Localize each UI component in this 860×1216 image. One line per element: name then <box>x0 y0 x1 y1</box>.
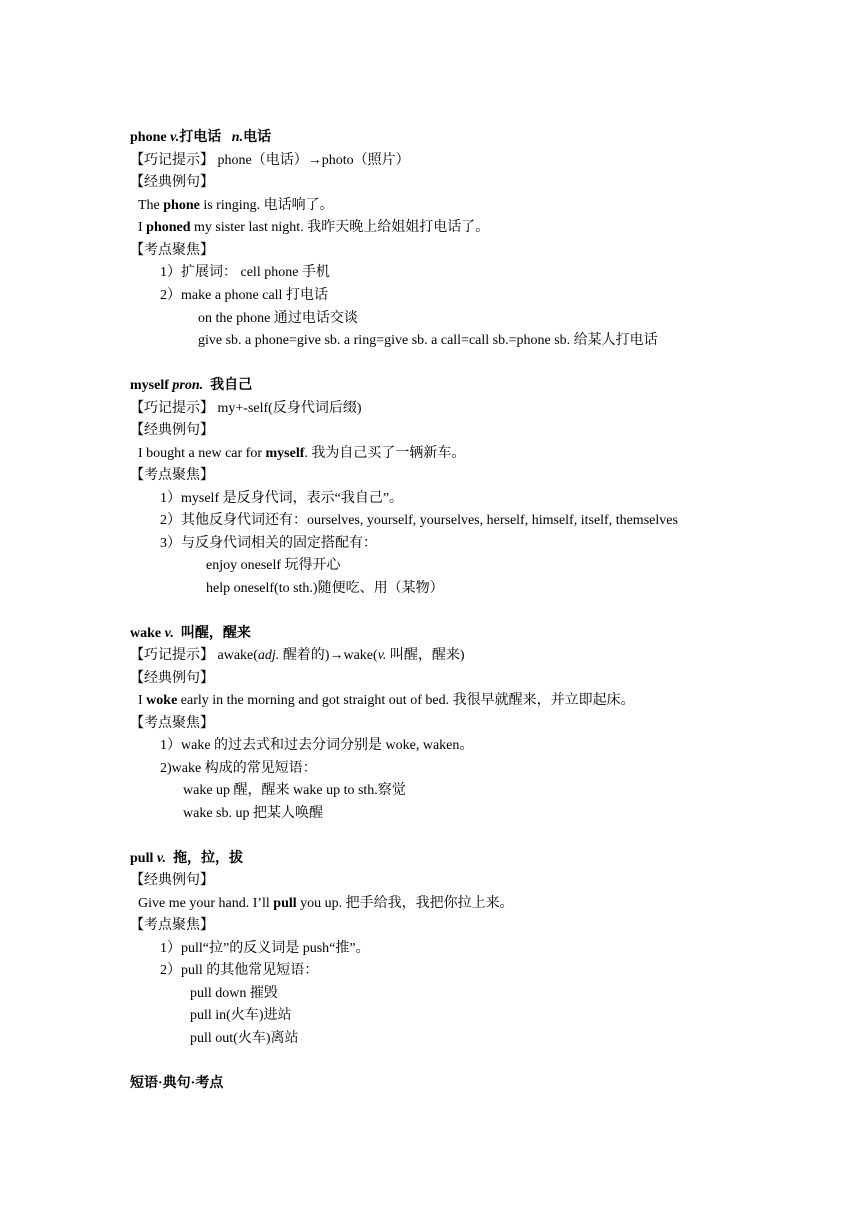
focus-point: 1）扩展词： cell phone 手机 <box>160 265 330 280</box>
example-text: . 我为自己买了一辆新车。 <box>304 446 466 461</box>
meaning: 拖，拉，拔 <box>173 851 244 866</box>
example-keyword: woke <box>146 693 178 708</box>
example-label: 【经典例句】 <box>130 671 214 686</box>
headword: wake <box>130 626 162 641</box>
entry-heading-myself <box>130 377 252 395</box>
example-sentence <box>138 219 489 237</box>
tip-fragment: v. <box>377 648 387 663</box>
example-text: is ringing. 电话响了。 <box>199 198 334 213</box>
focus-point: 1）myself 是反身代词，表示“我自己”。 <box>160 491 404 506</box>
focus-point: 2)wake 构成的常见短语： <box>160 761 317 776</box>
tip-label: 【巧记提示】 <box>130 648 214 663</box>
example-text: Give me your hand. I’ll <box>138 896 274 911</box>
part-of-speech: n. <box>231 130 244 145</box>
headword: pull <box>130 851 154 866</box>
tip-line <box>130 152 410 170</box>
focus-label: 【考点聚焦】 <box>130 918 214 933</box>
part-of-speech: v. <box>156 851 167 866</box>
focus-subpoint: give sb. a phone=give sb. a ring=give sb. a call=call sb.=phone sb. 给某人打电话 <box>198 333 658 348</box>
example-sentence <box>138 445 465 463</box>
focus-subpoint: pull in(火车)进站 <box>190 1008 292 1023</box>
focus-label: 【考点聚焦】 <box>130 243 214 258</box>
headword: phone <box>130 130 167 145</box>
example-text: I bought a new car for <box>138 446 266 461</box>
focus-point: 2）其他反身代词还有：ourselves, yourself, yourselves, herself, himself, itself, themselves <box>160 513 678 528</box>
entry-heading-wake <box>130 625 251 643</box>
meaning: 我自己 <box>210 378 253 393</box>
tip-line <box>130 647 465 665</box>
example-sentence <box>138 197 334 215</box>
example-keyword: phone <box>163 198 200 213</box>
example-text: early in the morning and got straight out of bed. 我很早就醒来，并立即起床。 <box>177 693 635 708</box>
focus-point: 2）pull 的其他常见短语： <box>160 963 319 978</box>
part-of-speech: v. <box>164 626 174 641</box>
focus-subpoint: pull out(火车)离站 <box>190 1031 299 1046</box>
tip-fragment: 叫醒，醒来) <box>386 648 465 663</box>
tip-fragment: 醒着的)→wake( <box>279 648 378 663</box>
tip-text: phone（电话）→photo（照片） <box>217 153 410 168</box>
focus-subpoint: pull down 摧毁 <box>190 986 278 1001</box>
tip-fragment: awake( <box>217 648 258 663</box>
focus-subpoint: enjoy oneself 玩得开心 <box>206 558 341 573</box>
meaning: 叫醒，醒来 <box>180 626 251 641</box>
tip-text <box>218 648 465 663</box>
meaning: 打电话 <box>179 130 222 145</box>
example-label: 【经典例句】 <box>130 423 214 438</box>
focus-point: 3）与反身代词相关的固定搭配有： <box>160 536 377 551</box>
focus-subpoint: on the phone 通过电话交谈 <box>198 311 358 326</box>
focus-point: 1）pull“拉”的反义词是 push“推”。 <box>160 941 370 956</box>
focus-subpoint: help oneself(to sth.)随便吃、用（某物） <box>206 581 444 596</box>
meaning: 电话 <box>243 130 272 145</box>
focus-subpoint: wake sb. up 把某人唤醒 <box>183 806 323 821</box>
focus-point: 2）make a phone call 打电话 <box>160 288 328 303</box>
focus-point: 1）wake 的过去式和过去分词分别是 woke, waken。 <box>160 738 474 753</box>
headword: myself <box>130 378 169 393</box>
example-keyword: myself <box>265 446 305 461</box>
part-of-speech: v. <box>170 130 180 145</box>
section-heading: 短语·典句·考点 <box>130 1076 224 1091</box>
example-text: I <box>138 693 147 708</box>
example-label: 【经典例句】 <box>130 175 214 190</box>
focus-label: 【考点聚焦】 <box>130 468 214 483</box>
tip-text: my+-self(反身代词后缀) <box>217 401 362 416</box>
tip-fragment: adj. <box>257 648 280 663</box>
example-sentence <box>138 692 635 710</box>
example-sentence <box>138 895 514 913</box>
part-of-speech: pron. <box>172 378 204 393</box>
entry-heading-pull <box>130 850 243 868</box>
entry-heading-phone <box>130 129 271 147</box>
tip-line <box>130 400 362 418</box>
tip-label: 【巧记提示】 <box>130 153 214 168</box>
example-text: I <box>138 220 147 235</box>
example-label: 【经典例句】 <box>130 873 214 888</box>
example-keyword: pull <box>273 896 297 911</box>
example-text: my sister last night. 我昨天晚上给姐姐打电话了。 <box>190 220 490 235</box>
focus-subpoint: wake up 醒，醒来 wake up to sth.察觉 <box>183 783 406 798</box>
focus-label: 【考点聚焦】 <box>130 716 214 731</box>
tip-label: 【巧记提示】 <box>130 401 214 416</box>
example-text: The <box>138 198 164 213</box>
example-keyword: phoned <box>146 220 191 235</box>
example-text: you up. 把手给我，我把你拉上来。 <box>296 896 514 911</box>
